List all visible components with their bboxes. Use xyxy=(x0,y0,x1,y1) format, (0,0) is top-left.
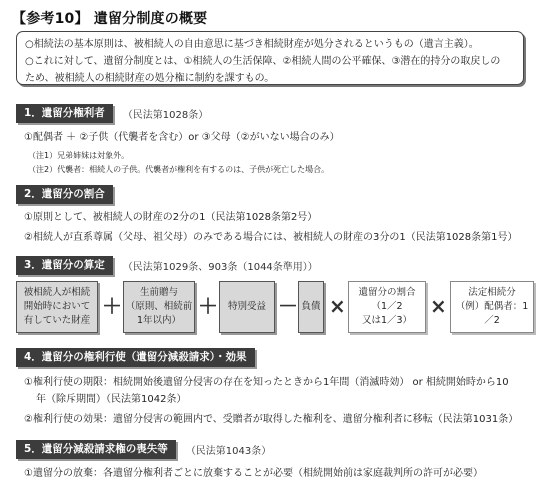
section-1-title: 1．遺留分権利者 xyxy=(16,104,113,123)
section-2-text-2: ②相続人が直系尊属（父母、祖父母）のみである場合には、被相続人の財産の3分の1（民法第1028条第1号） xyxy=(24,232,518,243)
section-5-reference: （民法第1043条） xyxy=(185,446,272,457)
section-1-note-1: （注1）兄弟姉妹は対象外。 xyxy=(28,151,130,160)
intro-line: ○これに対して、遺留分制度とは、①相続人の生活保障、②相続人間の公平確保、③潜在的持分の取戻しの xyxy=(25,56,501,67)
section-3-reference: （民法第1029条、903条（1044条準用）） xyxy=(122,262,318,273)
section-4-title: 4．遺留分の権利行使（遺留分減殺請求）・効果 xyxy=(16,348,255,367)
plus-operator: ＋ xyxy=(102,294,122,318)
formula-box-estate: 被相続人が相続 開始時において 有していた財産 xyxy=(16,281,98,333)
section-3-header xyxy=(16,256,318,275)
section-1-text: ①配偶者 ＋ ②子供（代襲者を含む）or ③父母（②がいない場合のみ） xyxy=(24,132,340,143)
section-4-text-2: ②権利行使の効果：遺留分侵害の範囲内で、受贈者が取得した権利を、遺留分権利者に移転（民法第1031条） xyxy=(24,414,519,425)
times-operator: × xyxy=(329,294,346,318)
section-1-reference: （民法第1028条） xyxy=(122,110,209,121)
section-4-text-1-cont: 年（除斥期間）（民法第1042条） xyxy=(36,394,187,405)
section-5-text: ①遺留分の放棄：各遺留分権利者ごとに放棄することが必要（相続開始前は家庭裁判所の許可が必要） xyxy=(24,468,483,479)
formula-box-reserved-ratio: 遺留分の割合 （1／2 又は1／3） xyxy=(348,281,426,333)
section-4-header xyxy=(16,348,255,367)
formula-box-debt: 負債 xyxy=(298,281,324,333)
formula-box-legal-share: 法定相続分 （例）配偶者：1／2 xyxy=(450,281,534,333)
intro-line: ため、被相続人の相続財産の処分権に制約を課すもの。 xyxy=(25,73,275,84)
section-5-header xyxy=(16,440,271,459)
times-operator: × xyxy=(430,294,447,318)
calculation-formula xyxy=(16,281,536,339)
plus-operator: ＋ xyxy=(198,294,218,318)
section-5-title: 5．遺留分減殺請求権の喪失等 xyxy=(16,440,176,459)
section-4-text-1: ①権利行使の期限：相続開始後遺留分侵害の存在を知ったときから1年間（消滅時効） or 相続開始時から10 xyxy=(24,377,509,388)
section-3-title: 3．遺留分の算定 xyxy=(16,256,113,275)
section-2-header xyxy=(16,185,113,204)
section-2-text-1: ①原則として、被相続人の財産の2分の1（民法第1028条第2号） xyxy=(24,212,318,223)
section-1-note-2: （注2）代襲者：相続人の子供。代襲者が権利を有するのは、子供が死亡した場合。 xyxy=(28,165,330,174)
section-1-header xyxy=(16,104,208,123)
formula-box-special-benefit: 特別受益 xyxy=(219,281,275,333)
intro-box xyxy=(16,31,524,85)
formula-box-gift: 生前贈与 （原則、相続前 1年以内） xyxy=(123,281,195,333)
minus-operator: － xyxy=(278,294,298,318)
section-2-title: 2．遺留分の割合 xyxy=(16,185,113,204)
page-title: 【参考10】 遺留分制度の概要 xyxy=(12,11,208,27)
intro-line: ○相続法の基本原則は、被相続人の自由意思に基づき相続財産が処分されるというもの（遺言主義）。 xyxy=(25,39,479,50)
